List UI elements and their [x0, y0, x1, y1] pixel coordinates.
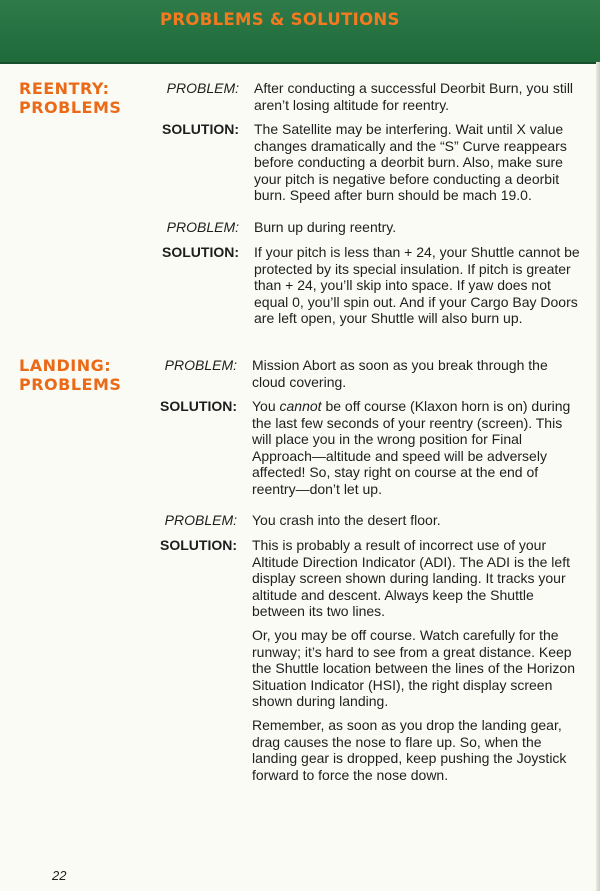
problem-label: PROBLEM: — [166, 80, 239, 96]
solution-label: SOLUTION: — [162, 121, 239, 137]
solution-text-part: be off course (Klaxon horn is on) during the last few seconds of your reentry (screen). This will place you in the wrong position for Final Approach—altitude and speed will be adversely affected! So, stay right on course at the end of reentry—don’t let up. — [252, 398, 571, 497]
solution-text: Remember, as soon as you drop the landing gear, drag causes the nose to flare up. So, when the landing gear is dropped, keep pushing the Joystick forward to force the nose down. — [252, 717, 567, 783]
solution-text-emphasis: cannot — [279, 398, 322, 414]
problem-text: After conducting a successful Deorbit Burn, you still aren’t losing altitude for reentry. — [254, 80, 574, 113]
section-title-line: PROBLEMS — [19, 98, 122, 117]
problem-text: Burn up during reentry. — [254, 219, 397, 235]
solution-label: SOLUTION: — [160, 398, 237, 414]
solution-text-part: You — [252, 398, 280, 414]
page-title: PROBLEMS & SOLUTIONS — [160, 10, 400, 29]
solution-label: SOLUTION: — [160, 537, 237, 553]
solution-label: SOLUTION: — [162, 244, 239, 260]
problem-text: Mission Abort as soon as you break through the cloud covering. — [252, 357, 548, 390]
problem-label: PROBLEM: — [164, 512, 237, 528]
page-header — [0, 0, 600, 64]
section-title-line: LANDING: — [19, 356, 112, 375]
page-edge — [596, 62, 600, 891]
problem-label: PROBLEM: — [164, 357, 237, 373]
solution-text — [252, 398, 578, 497]
solution-text: If your pitch is less than + 24, your Shuttle cannot be protected by its special insulation. If pitch is greater than + 24, you’ll skip into space. If yaw does not equal 0, you’ll spin out. And if your Cargo Bay Doors are left open, your Shuttle will also burn up. — [254, 244, 580, 326]
problem-text: You crash into the desert floor. — [252, 512, 441, 528]
section-title-line: REENTRY: — [19, 79, 110, 98]
page-number: 22 — [52, 868, 67, 883]
problem-label: PROBLEM: — [166, 219, 239, 235]
section-title-line: PROBLEMS — [19, 375, 122, 394]
solution-text: This is probably a result of incorrect use of your Altitude Direction Indicator (ADI). The ADI is the left display screen shown during landing. It tracks your altitude and descent. Always keep the Shuttle between its two lines. — [252, 537, 570, 619]
solution-text: The Satellite may be interfering. Wait until X value changes dramatically and the “S” Curve reappears before conducting a deorbit burn. Also, make sure your pitch is negative before conducting a deorbit burn. Speed after burn should be mach 19.0. — [254, 121, 567, 203]
solution-text: Or, you may be off course. Watch carefully for the runway; it’s hard to see from a great distance. Keep the Shuttle location between the lines of the Horizon Situation Indicator (HSI), the right display screen shown during landing. — [252, 627, 575, 709]
